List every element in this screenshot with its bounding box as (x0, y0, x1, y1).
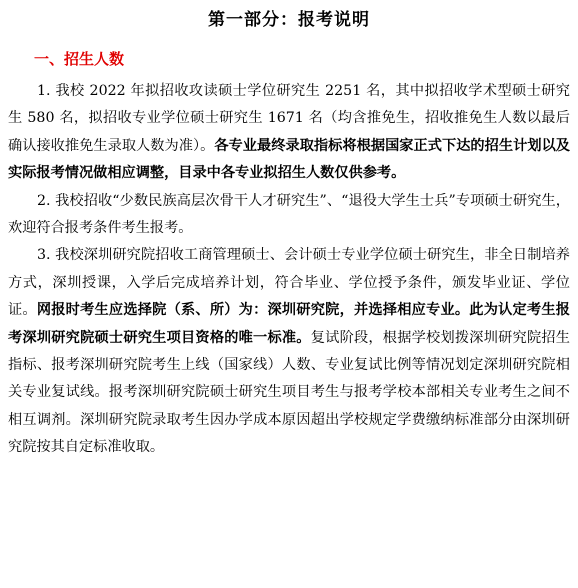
paragraph-bold-text: 各专业最终录取指标将根据国家正式下达的招生计划以及实际报考情况做相应调整，目录中各专业拟招生人数仅供参考。 (8, 137, 570, 182)
paragraph-text: 1. 我校 2022 年拟招收攻读硕士学位研究生 2251 名，其中拟招收学术型硕士研究生 580 名，拟招收专业学位硕士研究生 1671 名（均含推免生，招收推免生人数以最后确认接收推免生录取人数为准）。 (8, 83, 570, 154)
paragraph-enrollment-count (8, 78, 570, 188)
paragraph-text: 3. 我校深圳研究院招收工商管理硕士、会计硕士专业学位硕士研究生，非全日制培养方式，深圳授课，入学后完成培养计划，符合毕业、学位授予条件，颁发毕业证、学位证。 (8, 247, 570, 319)
paragraph-bold-text: 网报时考生应选择院（系、所）为：深圳研究院，并选择相应专业。此为认定考生报考深圳研究院硕士研究生项目资格的唯一标准。 (8, 302, 570, 346)
paragraph-text: 2. 我校招收“少数民族高层次骨干人才研究生”、“退役大学生士兵”专项硕士研究生，欢迎符合报考条件考生报考。 (8, 192, 570, 237)
paragraph-text: 复试阶段，根据学校划拨深圳研究院招生指标、报考深圳研究院考生上线（国家线）人数、专业复试比例等情况划定深圳研究院相关专业复试线。报考深圳研究院硕士研究生项目考生与报考学校本部相关专业考生之间不相互调剂。深圳研究院录取考生因办学成本原因超出学校规定学费缴纳标准部分由深圳研究院按其自定标准收取。 (8, 329, 570, 456)
paragraph-special-programs (8, 188, 570, 243)
page-title: 第一部分：报考说明 (208, 10, 370, 30)
section-heading: 一、招生人数 (34, 50, 125, 68)
paragraph-shenzhen-institute (8, 242, 570, 461)
document-body (8, 78, 570, 462)
